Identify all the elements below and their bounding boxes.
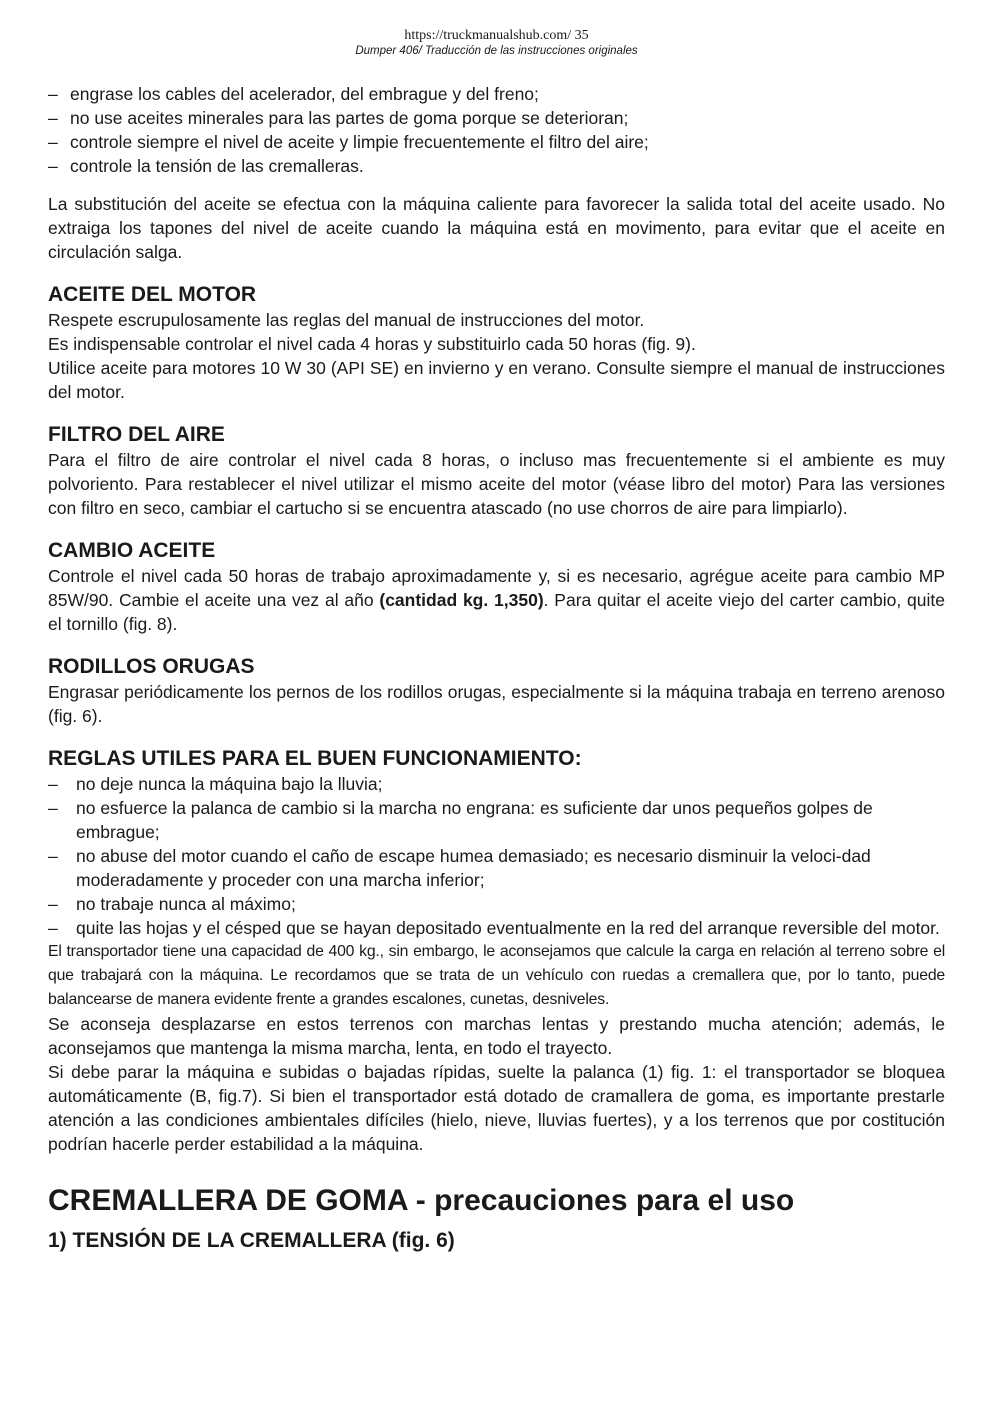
rules-list xyxy=(48,772,945,940)
motor-oil-heading: ACEITE DEL MOTOR xyxy=(48,283,257,306)
motor-oil-line: Utilice aceite para motores 10 W 30 (API SE) en invierno y en verano. Consulte siempre el manual de instrucciones del motor. xyxy=(48,358,945,402)
stop-note: Si debe parar la máquina e subidas o bajadas rípidas, suelte la palanca (1) fig. 1: el transportador se bloquea automáticamente (B, fig.7). Si bien el transportador está dotado de cramallera de goma, es importante prestarle atención a las condiciones ambientales difíciles (hielo, nieve, lluvias fuertes), y a los terrenos que por costitución podrían hacerle perder estabilidad a la máquina. xyxy=(48,1062,945,1154)
track-rollers-heading: RODILLOS ORUGAS xyxy=(48,655,255,678)
terrain-advice: Se aconseja desplazarse en estos terrenos con marchas lentas y prestando mucha atención; además, le aconsejamos que mantenga la misma marcha, lenta, en todo el trayecto. xyxy=(48,1014,945,1058)
intro-list xyxy=(48,82,945,178)
list-item: – quite las hojas y el césped que se hayan depositado eventualmente en la red del arranque reversible del motor. xyxy=(48,918,940,938)
air-filter-text: Para el filtro de aire controlar el nivel cada 8 horas, o incluso mas frecuentemente si el ambiente es muy polvoriento. Para restablecer el nivel utilizar el mismo aceite del motor (véase libro del motor) Para las versiones con filtro en seco, cambiar el cartucho si se encuentra atascado (no use chorros de aire para limpiarlo). xyxy=(48,450,945,518)
gear-oil-text: Controle el nivel cada 50 horas de trabajo aproximadamente y, si es necesario, agrégue aceite para cambio MP 85W/90. Cambie el aceite una vez al año (cantidad kg. 1,350). Para quitar el aceite viejo del carter cambio, quite el tornillo (fig. 8). xyxy=(48,566,945,634)
rules-heading: REGLAS UTILES PARA EL BUEN FUNCIONAMIENTO: xyxy=(48,747,582,770)
list-item: – no use aceites minerales para las partes de goma porque se deterioran; xyxy=(48,108,629,128)
rubber-track-title: CREMALLERA DE GOMA - precauciones para el uso xyxy=(48,1184,795,1217)
oil-quantity: (cantidad kg. 1,350) xyxy=(379,590,544,610)
list-item: – no deje nunca la máquina bajo la lluvia; xyxy=(48,774,383,794)
motor-oil-line: Es indispensable controlar el nivel cada 4 horas y substituirlo cada 50 horas (fig. 9). xyxy=(48,334,696,354)
list-item: – controle la tensión de las cremalleras. xyxy=(48,156,364,176)
gear-oil-heading: CAMBIO ACEITE xyxy=(48,539,216,562)
track-rollers-text: Engrasar periódicamente los pernos de los rodillos orugas, especialmente si la máquina trabaja en terreno arenoso (fig. 6). xyxy=(48,682,945,726)
header-url: https://truckmanualshub.com/ 35 xyxy=(404,28,589,43)
list-item: – controle siempre el nivel de aceite y limpie frecuentemente el filtro del aire; xyxy=(48,132,649,152)
track-tension-subtitle: 1) TENSIÓN DE LA CREMALLERA (fig. 6) xyxy=(48,1229,455,1252)
header-subtitle: Dumper 406/ Traducción de las instrucciones originales xyxy=(355,45,638,57)
list-item: – no abuse del motor cuando el caño de escape humea demasiado; es necesario disminuir la veloci-dad moderadamente y proceder con una marcha inferior; xyxy=(48,846,871,890)
list-item: – engrase los cables del acelerador, del embrague y del freno; xyxy=(48,84,539,104)
capacity-note: El transportador tiene una capacidad de 400 kg., sin embargo, le aconsejamos que calcule la carga en relación al terreno sobre el que trabajará con la máquina. Le recordamos que se trata de un vehículo con ruedas a cremallera que, por lo tanto, puede balancearse de manera evidente frente a grandes escalones, cunetas, desniveles. xyxy=(48,943,945,1008)
oil-change-paragraph: La substitución del aceite se efectua con la máquina caliente para favorecer la salida total del aceite usado. No extraiga los tapones del nivel de aceite cuando la máquina está en movimento, para evitar que el aceite en circulación salga. xyxy=(48,194,945,262)
air-filter-heading: FILTRO DEL AIRE xyxy=(48,423,225,446)
page-content xyxy=(48,82,945,1256)
motor-oil-line: Respete escrupulosamente las reglas del manual de instrucciones del motor. xyxy=(48,310,645,330)
list-item: – no trabaje nunca al máximo; xyxy=(48,894,296,914)
list-item: – no esfuerce la palanca de cambio si la marcha no engrana: es suficiente dar unos pequeños golpes de embrague; xyxy=(48,798,873,842)
